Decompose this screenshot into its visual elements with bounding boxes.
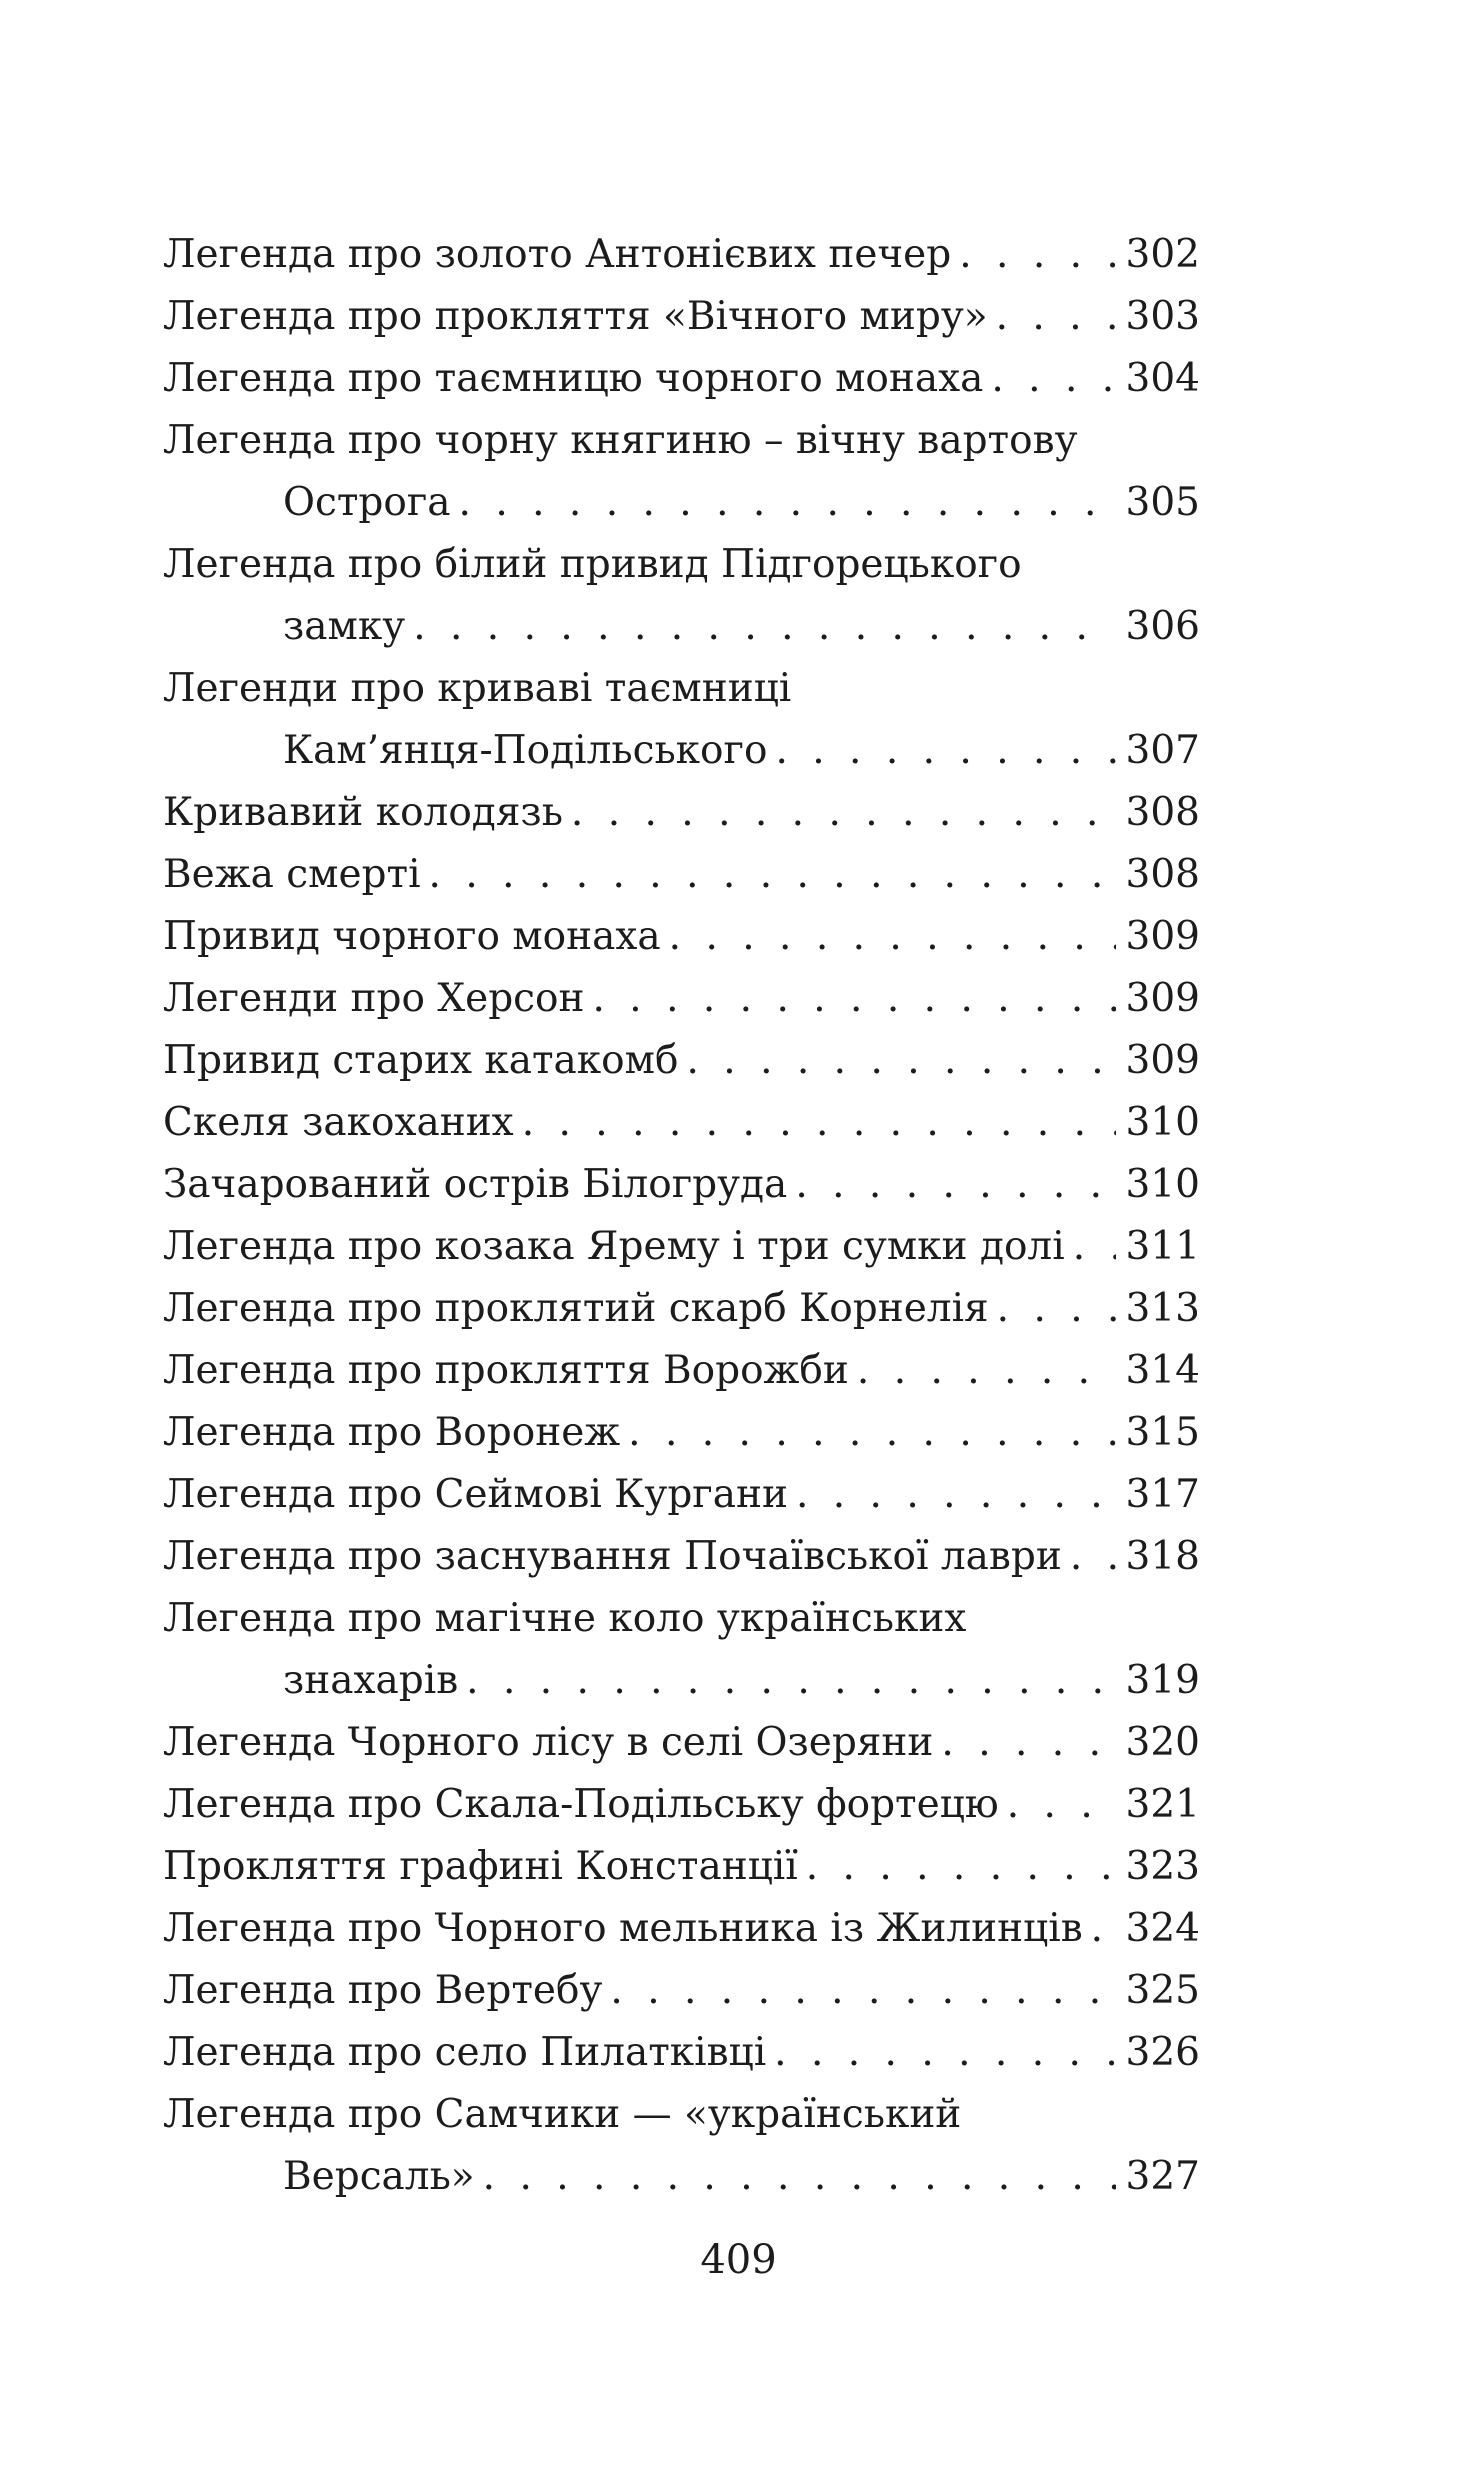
toc-entry-title: Легенда про заснування Почаївської лаври [163, 1534, 1062, 1579]
dot-leader [429, 844, 1116, 906]
toc-entry [163, 1836, 1200, 1898]
dot-leader [959, 224, 1115, 286]
toc-entry-page-number: 315 [1125, 1410, 1200, 1455]
toc-entry-page-number: 326 [1125, 2030, 1200, 2075]
toc-entry [163, 1216, 1200, 1278]
toc-entry [163, 286, 1200, 348]
dot-leader [628, 1402, 1115, 1464]
toc-entry [163, 534, 1200, 658]
toc-entry-line [163, 844, 1200, 906]
toc-entry-page-number: 319 [1125, 1658, 1200, 1703]
toc-entry [163, 348, 1200, 410]
toc-entry-page-number: 310 [1125, 1100, 1200, 1145]
dot-leader [686, 1030, 1115, 1092]
toc-entry-page-number: 302 [1125, 232, 1200, 277]
dot-leader [610, 1960, 1115, 2022]
toc-entry-title: Привид чорного монаха [163, 914, 661, 959]
toc-entry-continuation-line [163, 1650, 1200, 1712]
toc-entry [163, 1774, 1200, 1836]
toc-entry-line [163, 348, 1200, 410]
toc-entry-page-number: 327 [1125, 2154, 1200, 2199]
toc-entry-title: Легенда про таємницю чорного монаха [163, 356, 984, 401]
toc-entry-line [163, 1464, 1200, 1526]
dot-leader [1007, 1774, 1116, 1836]
dot-leader [459, 472, 1116, 534]
toc-entry-page-number: 320 [1125, 1720, 1200, 1765]
toc-entry-title: Легенда про проклятий скарб Корнелія [163, 1286, 989, 1331]
toc-entry-line [163, 968, 1200, 1030]
dot-leader [571, 782, 1116, 844]
toc-entry-title: Легенда про село Пилатківці [163, 2030, 767, 2075]
toc-entry-title: Легенда про Воронеж [163, 1410, 621, 1455]
toc-entry-continuation-line [163, 472, 1200, 534]
toc-entry [163, 410, 1200, 534]
toc-entry [163, 1898, 1200, 1960]
toc-entry-title: Легенда про Сеймові Кургани [163, 1472, 788, 1517]
toc-entry [163, 1340, 1200, 1402]
toc-entry-line [163, 1030, 1200, 1092]
toc-entry-line [163, 286, 1200, 348]
toc-entry-continuation-line [163, 596, 1200, 658]
toc-entry [163, 2022, 1200, 2084]
toc-entry-line [163, 1960, 1200, 2022]
toc-entry [163, 1278, 1200, 1340]
toc-entry [163, 1154, 1200, 1216]
toc-entry-line [163, 224, 1200, 286]
dot-leader [795, 1154, 1115, 1216]
dot-leader [996, 286, 1116, 348]
dot-leader [775, 720, 1115, 782]
toc-entry-title: Легенда про Самчики — «український [163, 2092, 962, 2137]
toc-entry-page-number: 309 [1125, 1038, 1200, 1083]
toc-entry-line [163, 1898, 1200, 1960]
toc-entry-line [163, 1278, 1200, 1340]
toc-entry [163, 1588, 1200, 1712]
toc-entry-title: Легенда про Скала-Подільську фортецю [163, 1782, 999, 1827]
toc-entry-page-number: 311 [1125, 1224, 1200, 1269]
toc-entry [163, 658, 1200, 782]
toc-entry-title: знахарів [283, 1658, 459, 1703]
toc-entry [163, 844, 1200, 906]
dot-leader [466, 1650, 1115, 1712]
toc-entry-line [163, 1092, 1200, 1154]
toc-entry [163, 1092, 1200, 1154]
toc-entry-page-number: 308 [1125, 852, 1200, 897]
toc-entry-page-number: 318 [1125, 1534, 1200, 1579]
dot-leader [941, 1712, 1115, 1774]
toc-entry-page-number: 308 [1125, 790, 1200, 835]
dot-leader [774, 2022, 1115, 2084]
toc-entry-title: Острога [283, 480, 451, 525]
toc-entry-title: Зачарований острів Білогруда [163, 1162, 788, 1207]
toc-entry-title: Вежа смерті [163, 852, 421, 897]
toc-entry-title: замку [283, 604, 406, 649]
toc-entry-title: Легенди про Херсон [163, 976, 585, 1021]
dot-leader [1073, 1216, 1116, 1278]
toc-entry-page-number: 324 [1125, 1906, 1200, 1951]
toc-entry [163, 224, 1200, 286]
dot-leader [1091, 1898, 1116, 1960]
dot-leader [522, 1092, 1116, 1154]
toc-entry-title: Легенда про білий привид Підгорецького [163, 542, 1022, 587]
table-of-contents [163, 224, 1200, 2208]
toc-entry [163, 1030, 1200, 1092]
toc-entry [163, 2084, 1200, 2208]
toc-entry-line [163, 1588, 1200, 1650]
toc-entry [163, 968, 1200, 1030]
toc-entry-page-number: 317 [1125, 1472, 1200, 1517]
toc-entry-page-number: 309 [1125, 976, 1200, 1021]
toc-entry-continuation-line [163, 2146, 1200, 2208]
dot-leader [806, 1836, 1116, 1898]
toc-entry-title: Привид старих катакомб [163, 1038, 679, 1083]
toc-entry [163, 1464, 1200, 1526]
toc-entry-title: Легенда про золото Антонієвих печер [163, 232, 952, 277]
toc-entry-line [163, 1340, 1200, 1402]
toc-entry-line [163, 906, 1200, 968]
dot-leader [1070, 1526, 1116, 1588]
toc-entry-title: Легенда про Вертебу [163, 1968, 603, 2013]
toc-entry-line [163, 1402, 1200, 1464]
toc-entry-title: Кривавий колодязь [163, 790, 563, 835]
toc-entry [163, 1712, 1200, 1774]
toc-entry-line [163, 1836, 1200, 1898]
toc-entry [163, 1960, 1200, 2022]
toc-entry-line [163, 410, 1200, 472]
toc-entry-title: Легенда про козака Ярему і три сумки долі [163, 1224, 1065, 1269]
dot-leader [991, 348, 1115, 410]
toc-entry [163, 782, 1200, 844]
toc-entry-title: Кам’янця-Подільського [283, 728, 768, 773]
dot-leader [669, 906, 1116, 968]
toc-entry-title: Легенда про прокляття «Вічного миру» [163, 294, 988, 339]
toc-entry-line [163, 1774, 1200, 1836]
toc-entry-title: Легенда про Чорного мельника із Жилинців [163, 1906, 1083, 1951]
toc-entry-page-number: 307 [1125, 728, 1200, 773]
toc-entry-page-number: 309 [1125, 914, 1200, 959]
toc-entry-page-number: 304 [1125, 356, 1200, 401]
toc-entry-page-number: 323 [1125, 1844, 1200, 1889]
dot-leader [857, 1340, 1116, 1402]
toc-entry-title: Легенда про прокляття Ворожби [163, 1348, 849, 1393]
dot-leader [483, 2146, 1116, 2208]
page-number: 409 [700, 2237, 777, 2283]
toc-entry-page-number: 321 [1125, 1782, 1200, 1827]
toc-entry-line [163, 782, 1200, 844]
dot-leader [593, 968, 1116, 1030]
dot-leader [997, 1278, 1116, 1340]
toc-entry-title: Легенда про чорну княгиню – вічну вартову [163, 418, 1078, 463]
toc-entry-title: Легенда Чорного лісу в селі Озеряни [163, 1720, 934, 1765]
toc-entry-page-number: 305 [1125, 480, 1200, 525]
toc-entry [163, 1526, 1200, 1588]
toc-entry-page-number: 313 [1125, 1286, 1200, 1331]
toc-entry-line [163, 1712, 1200, 1774]
toc-entry-line [163, 2084, 1200, 2146]
toc-entry-title: Прокляття графині Констанції [163, 1844, 798, 1889]
toc-entry-line [163, 1216, 1200, 1278]
toc-entry-title: Легенди про криваві таємниці [163, 666, 792, 711]
toc-entry [163, 1402, 1200, 1464]
toc-entry-line [163, 2022, 1200, 2084]
toc-entry-line [163, 1526, 1200, 1588]
toc-entry-title: Версаль» [283, 2154, 475, 2199]
toc-entry-page-number: 306 [1125, 604, 1200, 649]
toc-entry-page-number: 303 [1125, 294, 1200, 339]
toc-entry-page-number: 310 [1125, 1162, 1200, 1207]
dot-leader [796, 1464, 1116, 1526]
toc-entry-line [163, 658, 1200, 720]
toc-entry-page-number: 314 [1125, 1348, 1200, 1393]
toc-entry-line [163, 1154, 1200, 1216]
toc-entry [163, 906, 1200, 968]
toc-entry-page-number: 325 [1125, 1968, 1200, 2013]
dot-leader [413, 596, 1115, 658]
toc-entry-continuation-line [163, 720, 1200, 782]
toc-entry-line [163, 534, 1200, 596]
toc-entry-title: Легенда про магічне коло українських [163, 1596, 967, 1641]
toc-entry-title: Скеля закоханих [163, 1100, 514, 1145]
